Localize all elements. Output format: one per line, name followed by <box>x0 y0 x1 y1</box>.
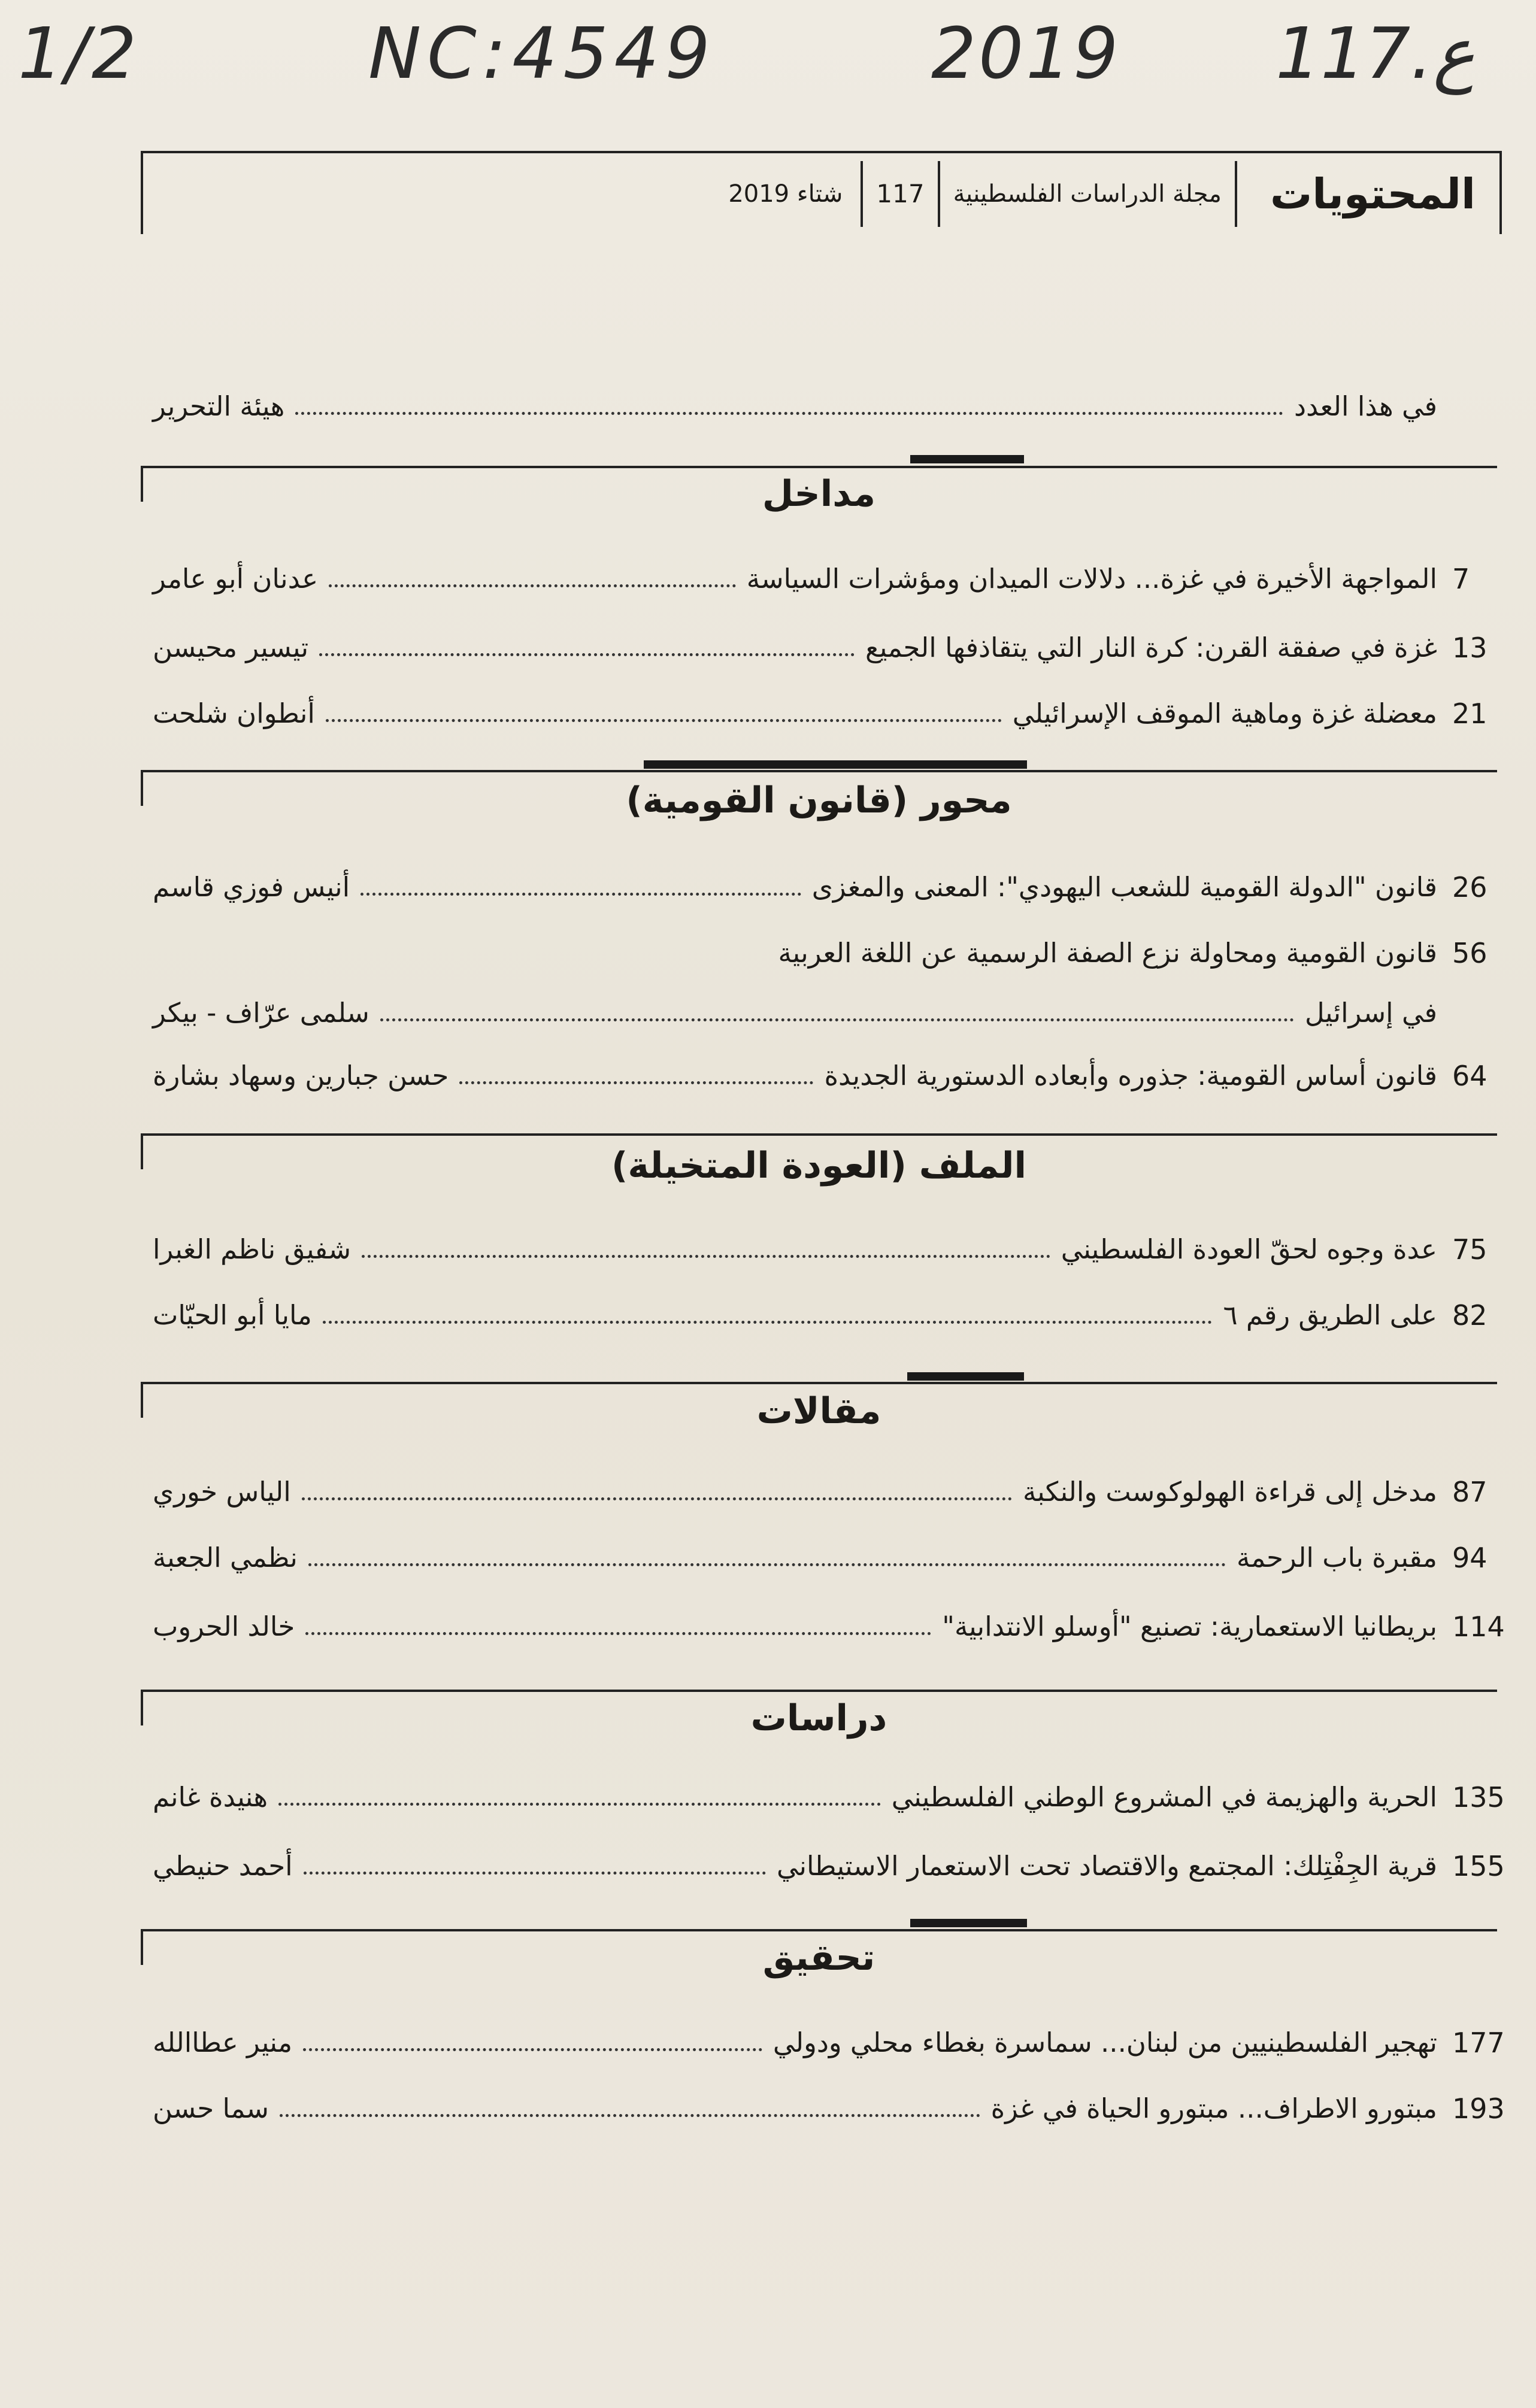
journal-name: مجلة الدراسات الفلسطينية <box>953 180 1222 208</box>
entry-page: 155 <box>1452 1849 1505 1882</box>
toc-entry[interactable] <box>153 2092 1505 2125</box>
toc-entry[interactable] <box>153 631 1487 664</box>
toc-entry[interactable] <box>153 2026 1505 2059</box>
entry-page: 13 <box>1452 631 1487 664</box>
entry-author: حسن جبارين وسهاد بشارة <box>153 1060 449 1091</box>
leader-dots <box>380 1018 1294 1021</box>
entry-page: 7 <box>1452 562 1470 595</box>
section-rule <box>141 1929 1497 1931</box>
leader-dots <box>304 1872 766 1875</box>
entry-author: شفيق ناظم الغبرا <box>153 1233 352 1265</box>
entry-page: 64 <box>1452 1059 1487 1092</box>
section-rule <box>141 1690 1497 1692</box>
entry-title: المواجهة الأخيرة في غزة... دلالات الميدان ومؤشرات السياسة <box>746 563 1437 595</box>
leader-dots <box>278 1803 881 1806</box>
leader-dots <box>362 1255 1050 1258</box>
entry-author: منير عطاالله <box>153 2027 293 2058</box>
header-divider <box>1235 161 1237 227</box>
toc-entry[interactable] <box>153 1475 1487 1508</box>
entry-title: عدة وجوه لحقّ العودة الفلسطيني <box>1061 1233 1437 1265</box>
leader-dots <box>280 2114 980 2117</box>
leader-dots <box>319 653 855 656</box>
toc-entry[interactable] <box>153 871 1487 903</box>
toc-entry-continuation[interactable] <box>153 997 1437 1029</box>
entry-page: 87 <box>1452 1475 1487 1508</box>
header-divider <box>861 161 863 227</box>
entry-page: 75 <box>1452 1233 1487 1266</box>
toc-entry[interactable] <box>153 1849 1505 1882</box>
section-marker <box>910 455 1024 463</box>
entry-author: هيئة التحرير <box>153 390 285 422</box>
section-title: الملف (العودة المتخيلة) <box>611 1145 1027 1187</box>
section-title: مداخل <box>762 473 876 515</box>
handwritten-call-number: NC:4549 <box>368 12 716 95</box>
entry-page: 82 <box>1452 1299 1487 1332</box>
section-marker <box>910 1919 1027 1927</box>
toc-entry-intro[interactable] <box>153 390 1437 422</box>
entry-title: بريطانيا الاستعمارية: تصنيع "أوسلو الانتدابية" <box>942 1611 1437 1642</box>
entry-author: هنيدة غانم <box>153 1781 268 1813</box>
leader-dots <box>302 1497 1012 1500</box>
entry-title: قانون القومية ومحاولة نزع الصفة الرسمية عن اللغة العربية <box>778 937 1437 969</box>
toc-entry[interactable] <box>153 1610 1505 1643</box>
handwritten-issue: ع.117 <box>1276 12 1476 95</box>
page-title: المحتويات <box>1270 169 1476 219</box>
entry-author: أنطوان شلحت <box>153 697 315 729</box>
section-title: تحقيق <box>762 1937 875 1979</box>
entry-author: تيسير محيسن <box>153 632 309 663</box>
entry-title: مبتورو الاطراف... مبتورو الحياة في غزة <box>990 2092 1437 2124</box>
entry-author: أنيس فوزي قاسم <box>153 871 350 903</box>
entry-author: مايا أبو الحيّات <box>153 1299 312 1331</box>
entry-title: مقبرة باب الرحمة <box>1236 1542 1437 1573</box>
section-marker <box>644 760 1027 769</box>
entry-page: 56 <box>1452 936 1487 969</box>
toc-entry[interactable] <box>153 697 1487 730</box>
toc-entry[interactable] <box>153 1233 1487 1266</box>
header-divider <box>938 161 940 227</box>
leader-dots <box>329 584 736 587</box>
entry-page: 135 <box>1452 1781 1505 1813</box>
entry-author: خالد الحروب <box>153 1611 295 1642</box>
section-marker <box>907 1372 1024 1381</box>
leader-dots <box>308 1563 1226 1566</box>
entry-page: 177 <box>1452 2026 1505 2059</box>
leader-dots <box>360 893 801 896</box>
entry-page: 26 <box>1452 871 1487 903</box>
toc-entry[interactable] <box>153 936 1487 969</box>
section-rule <box>141 770 1497 772</box>
section-rule <box>141 1382 1497 1384</box>
entry-author: عدنان أبو عامر <box>153 563 319 595</box>
entry-title: قانون "الدولة القومية للشعب اليهودي": المعنى والمغزى <box>811 871 1437 903</box>
entry-author: سلمى عرّاف - بيكر <box>153 997 369 1029</box>
handwritten-page-fraction: 1/2 <box>18 12 139 95</box>
entry-title: الحرية والهزيمة في المشروع الوطني الفلسطيني <box>891 1781 1437 1813</box>
leader-dots <box>303 2048 762 2051</box>
toc-entry[interactable] <box>153 1541 1487 1574</box>
entry-author: نظمي الجعبة <box>153 1542 298 1573</box>
entry-title: مدخل إلى قراءة الهولوكوست والنكبة <box>1023 1476 1437 1508</box>
entry-title-continued: في إسرائيل <box>1304 997 1437 1029</box>
toc-entry[interactable] <box>153 1299 1487 1332</box>
issue-season: شتاء 2019 <box>728 180 843 208</box>
entry-page: 21 <box>1452 697 1487 730</box>
section-title: مقالات <box>756 1390 881 1432</box>
entry-page: 114 <box>1452 1610 1505 1643</box>
entry-title: تهجير الفلسطينيين من لبنان... سماسرة بغطاء محلي ودولي <box>772 2027 1437 2058</box>
entry-title: على الطريق رقم ٦ <box>1223 1299 1437 1331</box>
section-title: محور (قانون القومية) <box>626 780 1012 821</box>
leader-dots <box>323 1321 1213 1324</box>
entry-title: معضلة غزة وماهية الموقف الإسرائيلي <box>1012 697 1437 729</box>
entry-author: سما حسن <box>153 2092 269 2124</box>
contents-header <box>141 151 1502 234</box>
issue-number: 117 <box>876 179 925 208</box>
toc-entry[interactable] <box>153 1781 1505 1813</box>
entry-author: الياس خوري <box>153 1476 291 1508</box>
leader-dots <box>459 1081 813 1084</box>
section-rule <box>141 1133 1497 1136</box>
leader-dots <box>295 412 1283 415</box>
section-rule <box>141 466 1497 468</box>
entry-title: قرية الجِفْتِلك: المجتمع والاقتصاد تحت الاستعمار الاستيطاني <box>776 1850 1437 1882</box>
entry-title: غزة في صفقة القرن: كرة النار التي يتقاذفها الجميع <box>865 632 1437 663</box>
entry-page: 94 <box>1452 1541 1487 1574</box>
toc-entry[interactable] <box>153 1059 1487 1092</box>
leader-dots <box>305 1632 931 1635</box>
entry-author: أحمد حنيطي <box>153 1850 293 1882</box>
toc-entry[interactable] <box>153 562 1470 595</box>
entry-page: 193 <box>1452 2092 1505 2125</box>
entry-title: قانون أساس القومية: جذوره وأبعاده الدستورية الجديدة <box>824 1060 1437 1091</box>
handwritten-year: 2019 <box>931 12 1121 95</box>
entry-title: في هذا العدد <box>1293 390 1437 422</box>
section-title: دراسات <box>750 1697 887 1739</box>
leader-dots <box>326 719 1002 722</box>
